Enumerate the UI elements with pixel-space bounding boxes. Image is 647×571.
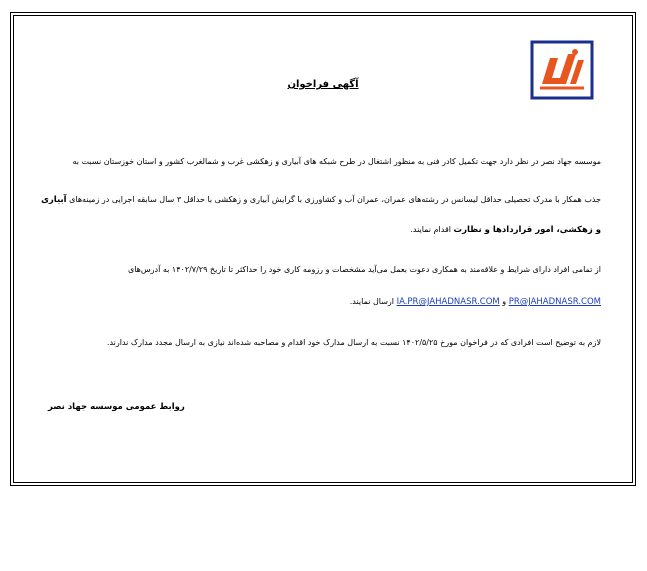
page-title xyxy=(0,79,647,90)
email-conjunction: و xyxy=(502,297,507,306)
email-link-pr[interactable]: PR@JAHADNASR.COM xyxy=(508,297,601,307)
paragraph1-line2 xyxy=(41,194,601,206)
signature: روابط عمومی موسسه جهاد نصر xyxy=(48,402,185,412)
paragraph1-line2-text: جذب همکار با مدرک تحصیلی حداقل لیسانس در رشته‌های عمران، عمران آب و کشاورزی با گرایش آبیاری و زهکشی با حداقل ۳ سال سابقه اجرایی در زمینه‌های xyxy=(69,195,601,204)
paragraph2-line1: از تمامی افراد دارای شرایط و علاقه‌مند به همکاری دعوت بعمل می‌آید مشخصات و رزومه کاری خود را حداکثر تا تاریخ ۱۴۰۲/۷/۲۹ به آدرس‌های xyxy=(127,265,601,274)
jahad-nasr-logo-icon xyxy=(530,40,594,100)
paragraph1-line3 xyxy=(410,224,601,236)
paragraph1-line3-bold: و زهکشی، امور قراردادها و نظارت xyxy=(453,225,601,235)
title-text: آگهی فراخوان xyxy=(287,79,359,90)
paragraph1-line1: موسسه جهاد نصر در نظر دارد جهت تکمیل کادر فنی به منظور اشتغال در طرح شبکه های آبیاری و زهکشی غرب و شمالغرب کشور و استان خوزستان نسبت به xyxy=(72,157,601,166)
paragraph2-line2 xyxy=(350,296,601,308)
email-link-ia-pr[interactable]: IA.PR@JAHADNASR.COM xyxy=(396,297,500,307)
paragraph2-tail: ارسال نمایند. xyxy=(349,297,395,306)
paragraph3: لازم به توضیح است افرادی که در فراخوان مورخ ۱۴۰۲/۵/۲۵ نسبت به ارسال مدارک خود اقدام و مصاحبه شده‌اند نیازی به ارسال مجدد مدارک ندارند. xyxy=(106,338,601,347)
paragraph1-line3-text: اقدام نمایند. xyxy=(410,225,451,234)
paragraph1-line2-bold: آبیاری xyxy=(41,195,67,205)
